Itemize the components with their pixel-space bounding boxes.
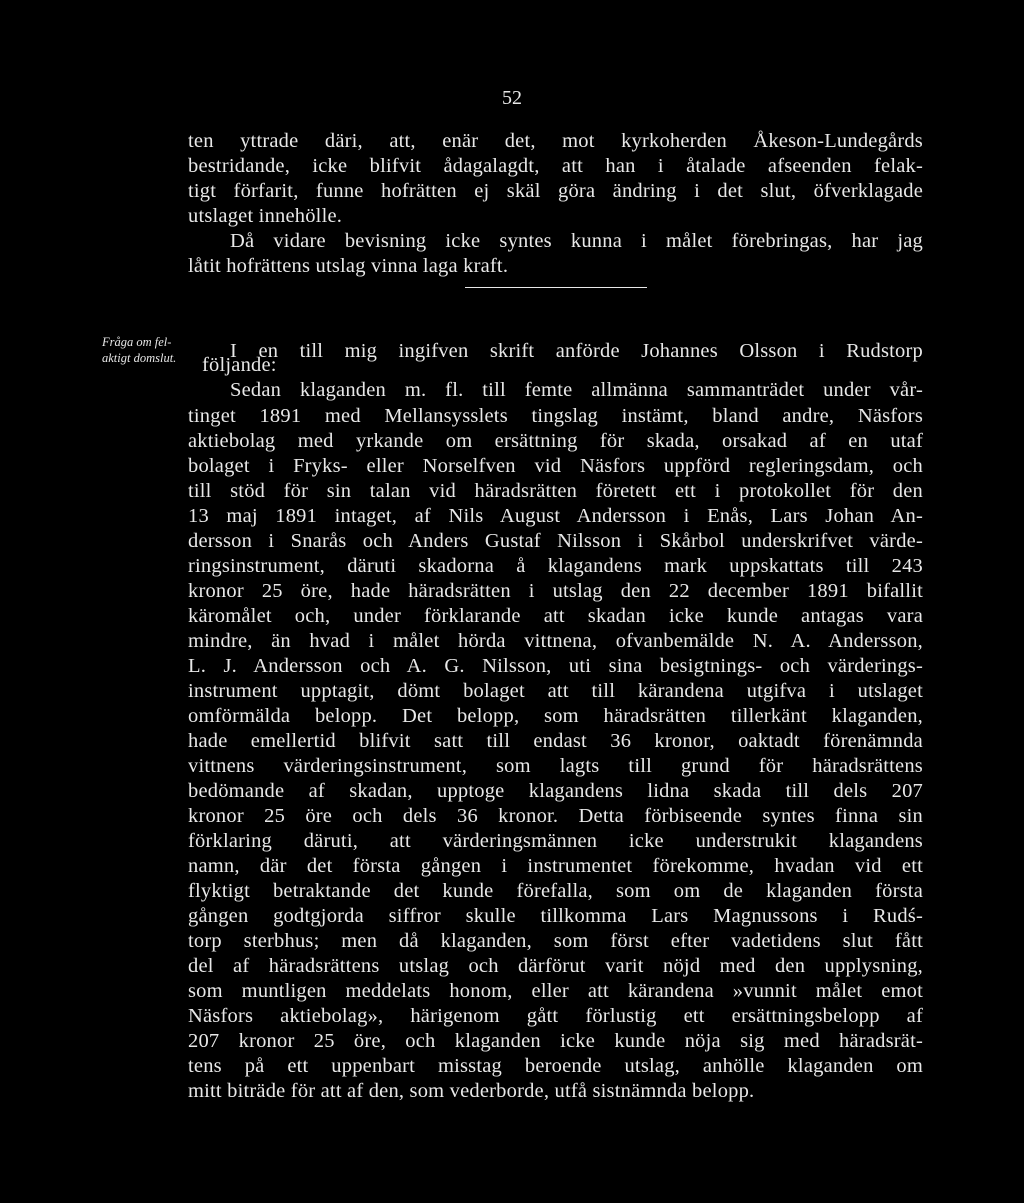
- text-line: Näsfors aktiebolag», härigenom gått förlustig ett ersättningsbelopp af: [188, 1005, 923, 1027]
- text-line: tinget 1891 med Mellansysslets tingslag instämt, bland andre, Näsfors: [188, 405, 923, 427]
- text-line: torp sterbhus; men då klaganden, som först efter vadetidens slut fått: [188, 930, 923, 952]
- text-line: mindre, än hvad i målet hörda vittnena, ofvanbemälde N. A. Andersson,: [188, 630, 923, 652]
- text-line: följande:: [202, 354, 277, 376]
- section-divider: [465, 287, 647, 288]
- text-line: förklaring däruti, att värderingsmännen icke understrukit klagandens: [188, 830, 923, 852]
- margin-note-line1: Fråga om fel-: [102, 335, 172, 349]
- text-line: omförmälda belopp. Det belopp, som häradsrätten tillerkänt klaganden,: [188, 705, 923, 727]
- text-line: ringsinstrument, däruti skadorna å klagandens mark uppskattats till 243: [188, 555, 923, 577]
- text-line: hade emellertid blifvit satt till endast 36 kronor, oaktadt förenämnda: [188, 730, 923, 752]
- text-line: bestridande, icke blifvit ådagalagdt, att han i åtalade afseenden felak-: [188, 155, 923, 177]
- text-line: L. J. Andersson och A. G. Nilsson, uti sina besigtnings- och värderings-: [188, 655, 923, 677]
- text-line: 13 maj 1891 intaget, af Nils August Andersson i Enås, Lars Johan An-: [188, 505, 923, 527]
- text-line: till stöd för sin talan vid häradsrätten företett ett i protokollet för den: [188, 480, 923, 502]
- text-line: I en till mig ingifven skrift anförde Johannes Olsson i Rudstorp: [230, 340, 923, 362]
- text-line: tens på ett uppenbart misstag beroende utslag, anhölle klaganden om: [188, 1055, 923, 1077]
- text-line: käromålet och, under förklarande att skadan icke kunde antagas vara: [188, 605, 923, 627]
- text-line: ten yttrade däri, att, enär det, mot kyrkoherden Åkeson-Lundegårds: [188, 130, 923, 152]
- text-line: som muntligen meddelats honom, eller att kärandena »vunnit målet emot: [188, 980, 923, 1002]
- text-line: kronor 25 öre och dels 36 kronor. Detta förbiseende syntes finna sin: [188, 805, 923, 827]
- text-line: aktiebolag med yrkande om ersättning för skada, orsakad af en utaf: [188, 430, 923, 452]
- text-line: dersson i Snarås och Anders Gustaf Nilsson i Skårbol underskrifvet värde-: [188, 530, 923, 552]
- text-line: instrument upptagit, dömt bolaget att till kärandena utgifva i utslaget: [188, 680, 923, 702]
- page-number: 52: [502, 87, 522, 109]
- text-line: låtit hofrättens utslag vinna laga kraft.: [188, 255, 509, 277]
- text-line: flyktigt betraktande det kunde förefalla, som om de klaganden första: [188, 880, 923, 902]
- text-line: bedömande af skadan, upptoge klagandens lidna skada till dels 207: [188, 780, 923, 802]
- text-line: gången godtgjorda siffror skulle tillkomma Lars Magnussons i Rudś-: [188, 905, 923, 927]
- text-line: Då vidare bevisning icke syntes kunna i målet förebringas, har jag: [230, 230, 923, 252]
- text-line: vittnens värderingsinstrument, som lagts till grund för häradsrättens: [188, 755, 923, 777]
- text-line: namn, där det första gången i instrumentet förekomme, hvadan vid ett: [188, 855, 923, 877]
- text-line: bolaget i Fryks- eller Norselfven vid Näsfors uppförd regleringsdam, och: [188, 455, 923, 477]
- text-line: tigt förfarit, funne hofrätten ej skäl göra ändring i det slut, öfverklagade: [188, 180, 923, 202]
- text-line: mitt biträde för att af den, som vederborde, utfå sistnämnda belopp.: [188, 1080, 755, 1102]
- margin-note-line2: aktigt domslut.: [102, 351, 177, 365]
- text-line: utslaget innehölle.: [188, 205, 343, 227]
- text-line: Sedan klaganden m. fl. till femte allmänna sammanträdet under vår-: [230, 379, 923, 401]
- text-line: del af häradsrättens utslag och därförut varit nöjd med den upplysning,: [188, 955, 923, 977]
- text-line: 207 kronor 25 öre, och klaganden icke kunde nöja sig med häradsrät-: [188, 1030, 923, 1052]
- text-line: kronor 25 öre, hade häradsrätten i utslag den 22 december 1891 bifallit: [188, 580, 923, 602]
